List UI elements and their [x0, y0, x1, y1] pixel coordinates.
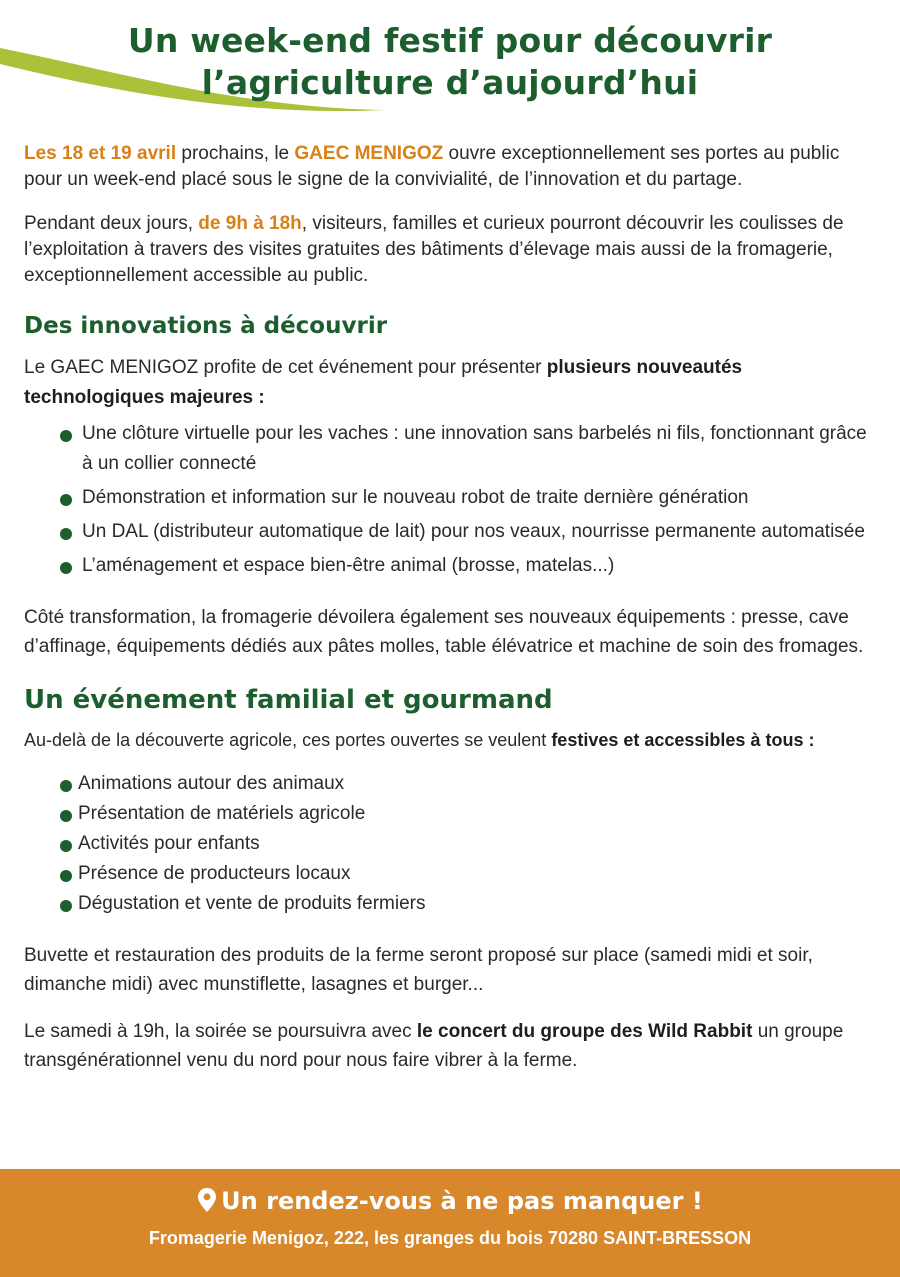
gaec-name: GAEC MENIGOZ — [294, 143, 444, 164]
innovations-intro-text: Le GAEC MENIGOZ profite de cet événement pour présenter — [24, 357, 547, 378]
hours-paragraph — [24, 211, 876, 289]
bullet-dot-icon — [60, 494, 72, 506]
innovations-intro — [24, 353, 876, 413]
footer-banner — [0, 1169, 900, 1277]
activities-list — [60, 769, 876, 919]
title-line-2: l’agriculture d’aujourd’hui — [201, 63, 699, 102]
concert-text-2: un groupe transgénérationnel venu du nord pour nous faire vibrer à la ferme. — [24, 1021, 844, 1071]
opening-hours: de 9h à 18h — [198, 213, 302, 234]
bullet-dot-icon — [60, 870, 72, 882]
page-title — [0, 20, 900, 104]
bullet-dot-icon — [60, 780, 72, 792]
list-item: Présentation de matériels agricole — [60, 799, 876, 829]
family-intro-text: Au-delà de la découverte agricole, ces portes ouvertes se veulent — [24, 730, 552, 750]
list-item: Un DAL (distributeur automatique de lait) pour nos veaux, nourrisse permanente automatisée — [60, 517, 876, 547]
hours-text-1: Pendant deux jours, — [24, 213, 199, 234]
family-intro-bold: festives et accessibles à tous : — [551, 730, 815, 750]
family-intro — [24, 727, 876, 753]
concert-band: le concert du groupe des Wild Rabbit — [416, 1021, 753, 1042]
buvette-paragraph: Buvette et restauration des produits de la ferme seront proposé sur place (samedi midi et soir, dimanche midi) avec munstiflette, lasagnes et burger... — [24, 945, 813, 995]
main-content — [24, 141, 876, 1075]
bullet-dot-icon — [60, 528, 72, 540]
list-item: Animations autour des animaux — [60, 769, 876, 799]
footer-address: Fromagerie Menigoz, 222, les granges du bois 70280 SAINT-BRESSON — [148, 1228, 752, 1248]
list-item: Démonstration et information sur le nouveau robot de traite dernière génération — [60, 483, 876, 513]
concert-paragraph — [24, 1017, 876, 1075]
bullet-dot-icon — [60, 562, 72, 574]
list-item: Présence de producteurs locaux — [60, 859, 876, 889]
innovations-list — [60, 419, 876, 581]
section-heading-innovations: Des innovations à découvrir — [24, 313, 388, 339]
footer-headline: Un rendez-vous à ne pas manquer ! — [221, 1187, 703, 1215]
intro-paragraph — [24, 141, 876, 193]
footer-headline-row — [0, 1185, 900, 1217]
bullet-dot-icon — [60, 810, 72, 822]
section-heading-family: Un événement familial et gourmand — [24, 685, 553, 715]
concert-text-1: Le samedi à 19h, la soirée se poursuivra avec — [24, 1021, 417, 1042]
innovations-intro-bold: plusieurs nouveautés technologiques majeures : — [24, 357, 743, 408]
bullet-dot-icon — [60, 430, 72, 442]
intro-text-2: ouvre exceptionnellement ses portes au public pour un week-end placé sous le signe de la convivialité, de l’innovation et du partage. — [24, 143, 840, 190]
map-pin-icon — [197, 1187, 217, 1213]
list-item: Dégustation et vente de produits fermiers — [60, 889, 876, 919]
intro-text-1: prochains, le — [176, 143, 295, 164]
bullet-dot-icon — [60, 840, 72, 852]
title-line-1: Un week-end festif pour découvrir — [127, 21, 773, 60]
list-item: Une clôture virtuelle pour les vaches : une innovation sans barbelés ni fils, fonctionnant grâce à un collier connecté — [60, 419, 876, 479]
hours-text-2: , visiteurs, familles et curieux pourront découvrir les coulisses de l’exploitation à travers des visites gratuites des bâtiments d’élevage mais aussi de la fromagerie, exceptionnellement accessible au public. — [24, 213, 844, 286]
bullet-dot-icon — [60, 900, 72, 912]
transformation-paragraph: Côté transformation, la fromagerie dévoilera également ses nouveaux équipements : presse, cave d’affinage, équipements dédiés aux pâtes molles, table élévatrice et machine de soin des fromages. — [24, 607, 864, 657]
list-item: Activités pour enfants — [60, 829, 876, 859]
list-item: L’aménagement et espace bien-être animal (brosse, matelas...) — [60, 551, 876, 581]
event-dates: Les 18 et 19 avril — [24, 143, 177, 164]
